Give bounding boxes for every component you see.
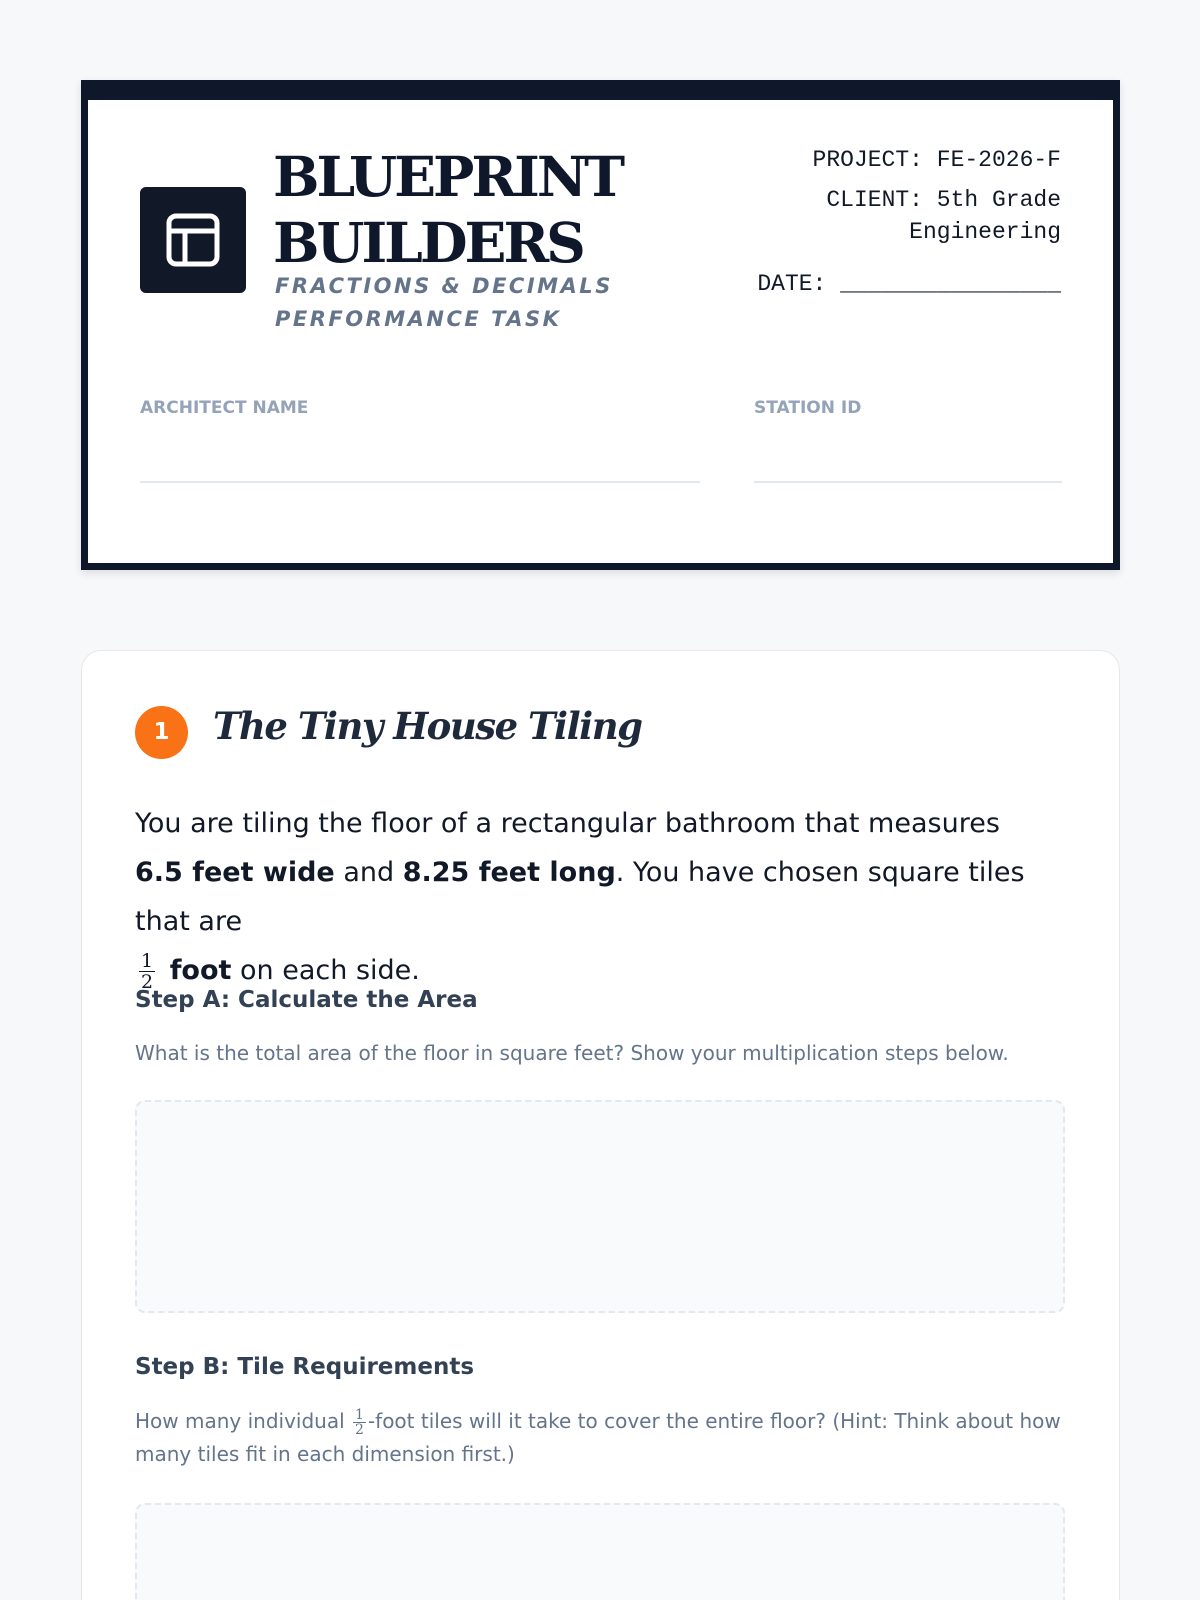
fraction-denominator: 2 [355, 1422, 364, 1438]
task-intro [135, 799, 1055, 995]
brand-subtitle [275, 270, 613, 336]
step-a-description: What is the total area of the floor in square feet? Show your multiplication steps below. [135, 1041, 1009, 1065]
fraction-half [139, 951, 155, 992]
fraction-numerator: 1 [355, 1407, 364, 1423]
step-b-text-1: How many individual [135, 1409, 352, 1433]
step-b-title: Step B: Tile Requirements [135, 1354, 475, 1380]
architect-name-field[interactable] [140, 481, 700, 483]
intro-length: 8.25 feet long [402, 857, 616, 888]
client-name: CLIENT: 5th Grade Engineering [826, 187, 1061, 245]
fraction-denominator: 2 [141, 971, 154, 993]
project-meta [757, 144, 1061, 300]
brand-line-1: BLUEPRINT [273, 144, 623, 209]
step-b-answer-box[interactable] [135, 1503, 1065, 1600]
task-card [81, 650, 1120, 1600]
brand-name [273, 144, 622, 276]
intro-text-3: . You have chosen square tiles that are [135, 857, 1025, 937]
step-b-text-2: -foot tiles will it take to cover the entire floor? (Hint: Think about how many tiles fit in each dimension first.) [135, 1409, 1061, 1466]
intro-width: 6.5 feet wide [135, 857, 335, 888]
subtitle-line-2: PERFORMANCE TASK [275, 307, 562, 331]
fraction-numerator: 1 [141, 950, 154, 972]
date-field[interactable]: DATE: ________________ [757, 271, 1061, 297]
subtitle-line-1: FRACTIONS & DECIMALS [275, 274, 613, 298]
station-id-field[interactable] [754, 481, 1062, 483]
step-b-description [135, 1405, 1065, 1471]
step-a-title: Step A: Calculate the Area [135, 987, 478, 1013]
intro-text-2: and [334, 857, 403, 888]
station-id-label: STATION ID [754, 398, 862, 418]
task-title [213, 704, 642, 748]
logo [140, 187, 246, 293]
intro-text-4: on each side. [231, 955, 420, 986]
step-a-answer-box[interactable] [135, 1100, 1065, 1313]
fraction-half-small [353, 1408, 366, 1437]
layout-icon [165, 212, 221, 268]
brand-line-2: BUILDERS [273, 210, 583, 275]
architect-name-label: ARCHITECT NAME [140, 398, 309, 418]
project-code: PROJECT: FE-2026-F [812, 147, 1061, 173]
task-title-text: The Tiny House Tiling [213, 704, 642, 748]
header-card [81, 80, 1120, 570]
intro-text-1: You are tiling the floor of a rectangular bathroom that measures [135, 808, 1000, 839]
intro-foot: foot [169, 955, 232, 986]
task-number-badge: 1 [135, 706, 188, 759]
